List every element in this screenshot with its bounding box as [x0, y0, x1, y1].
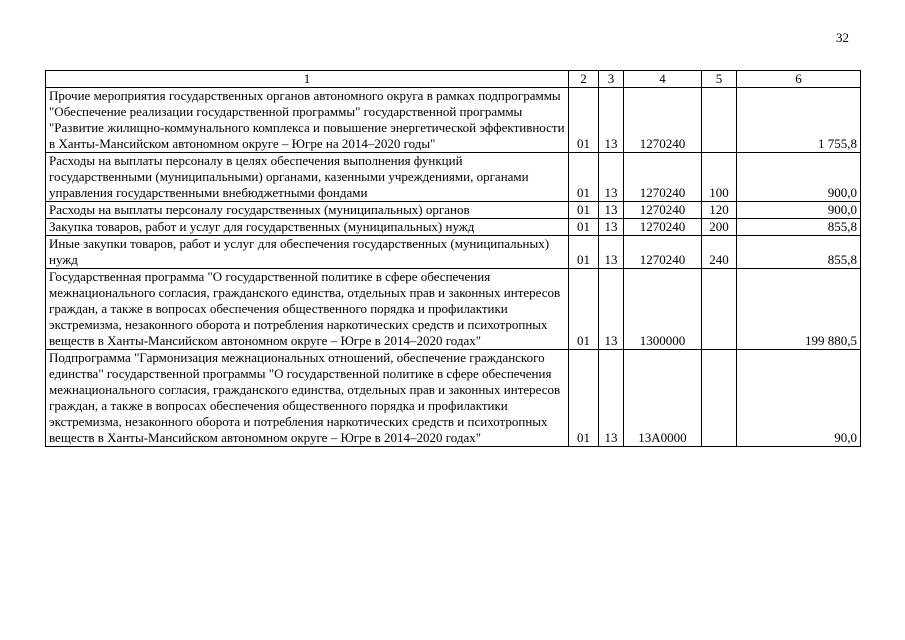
target-code: 1270240 — [624, 236, 702, 269]
amount: 90,0 — [737, 350, 861, 447]
amount: 855,8 — [737, 219, 861, 236]
row-description: Закупка товаров, работ и услуг для государственных (муниципальных) нужд — [46, 219, 569, 236]
target-code: 1300000 — [624, 269, 702, 350]
budget-table — [45, 70, 861, 447]
amount: 900,0 — [737, 153, 861, 202]
row-description: Подпрограмма "Гармонизация межнациональных отношений, обеспечение гражданского единства" государственной программы "О государственной политике в сфере обеспечения межнационального согласия, гражданского единства, отдельных прав и законных интересов граждан, а также в вопросах обеспечения общественного порядка и профилактики экстремизма, незаконного оборота и потребления наркотических средств и психотропных веществ в Ханты-Мансийском автономном округе – Югре в 2014–2020 годах" — [46, 350, 569, 447]
table-row — [46, 269, 861, 350]
section-code: 01 — [569, 202, 599, 219]
row-description: Иные закупки товаров, работ и услуг для обеспечения государственных (муниципальных) нужд — [46, 236, 569, 269]
expense-type-code: 100 — [702, 153, 737, 202]
amount: 199 880,5 — [737, 269, 861, 350]
target-code: 13А0000 — [624, 350, 702, 447]
expense-type-code — [702, 350, 737, 447]
column-header: 6 — [737, 71, 861, 88]
expense-type-code: 120 — [702, 202, 737, 219]
section-code: 01 — [569, 350, 599, 447]
row-description: Государственная программа "О государственной политике в сфере обеспечения межнационального согласия, гражданского единства, отдельных прав и законных интересов граждан, а также в вопросах обеспечения общественного порядка и профилактики экстремизма, незаконного оборота и потребления наркотических средств и психотропных веществ в Ханты-Мансийском автономном округе – Югре в 2014–2020 годах" — [46, 269, 569, 350]
table-row — [46, 88, 861, 153]
subsection-code: 13 — [599, 269, 624, 350]
column-header: 1 — [46, 71, 569, 88]
section-code: 01 — [569, 269, 599, 350]
target-code: 1270240 — [624, 88, 702, 153]
target-code: 1270240 — [624, 153, 702, 202]
column-header: 3 — [599, 71, 624, 88]
table-row — [46, 153, 861, 202]
amount: 1 755,8 — [737, 88, 861, 153]
section-code: 01 — [569, 88, 599, 153]
row-description: Прочие мероприятия государственных органов автономного округа в рамках подпрограммы "Обеспечение реализации государственной программы" государственной программы "Развитие жилищно-коммунального комплекса и повышение энергетической эффективности в Ханты-Мансийском автономном округе – Югре на 2014–2020 годы" — [46, 88, 569, 153]
column-header: 4 — [624, 71, 702, 88]
column-header: 2 — [569, 71, 599, 88]
subsection-code: 13 — [599, 88, 624, 153]
subsection-code: 13 — [599, 153, 624, 202]
table-row — [46, 202, 861, 219]
row-description: Расходы на выплаты персоналу в целях обеспечения выполнения функций государственными (муниципальными) органами, казенными учреждениями, органами управления государственными внебюджетными фондами — [46, 153, 569, 202]
amount: 900,0 — [737, 202, 861, 219]
row-description: Расходы на выплаты персоналу государственных (муниципальных) органов — [46, 202, 569, 219]
expense-type-code — [702, 88, 737, 153]
target-code: 1270240 — [624, 202, 702, 219]
table-row — [46, 350, 861, 447]
expense-type-code: 240 — [702, 236, 737, 269]
target-code: 1270240 — [624, 219, 702, 236]
subsection-code: 13 — [599, 202, 624, 219]
table-header-row — [46, 71, 861, 88]
section-code: 01 — [569, 236, 599, 269]
expense-type-code: 200 — [702, 219, 737, 236]
table-row — [46, 219, 861, 236]
subsection-code: 13 — [599, 350, 624, 447]
amount: 855,8 — [737, 236, 861, 269]
table-row — [46, 236, 861, 269]
page-number: 32 — [836, 30, 849, 45]
subsection-code: 13 — [599, 219, 624, 236]
expense-type-code — [702, 269, 737, 350]
column-header: 5 — [702, 71, 737, 88]
subsection-code: 13 — [599, 236, 624, 269]
section-code: 01 — [569, 219, 599, 236]
section-code: 01 — [569, 153, 599, 202]
